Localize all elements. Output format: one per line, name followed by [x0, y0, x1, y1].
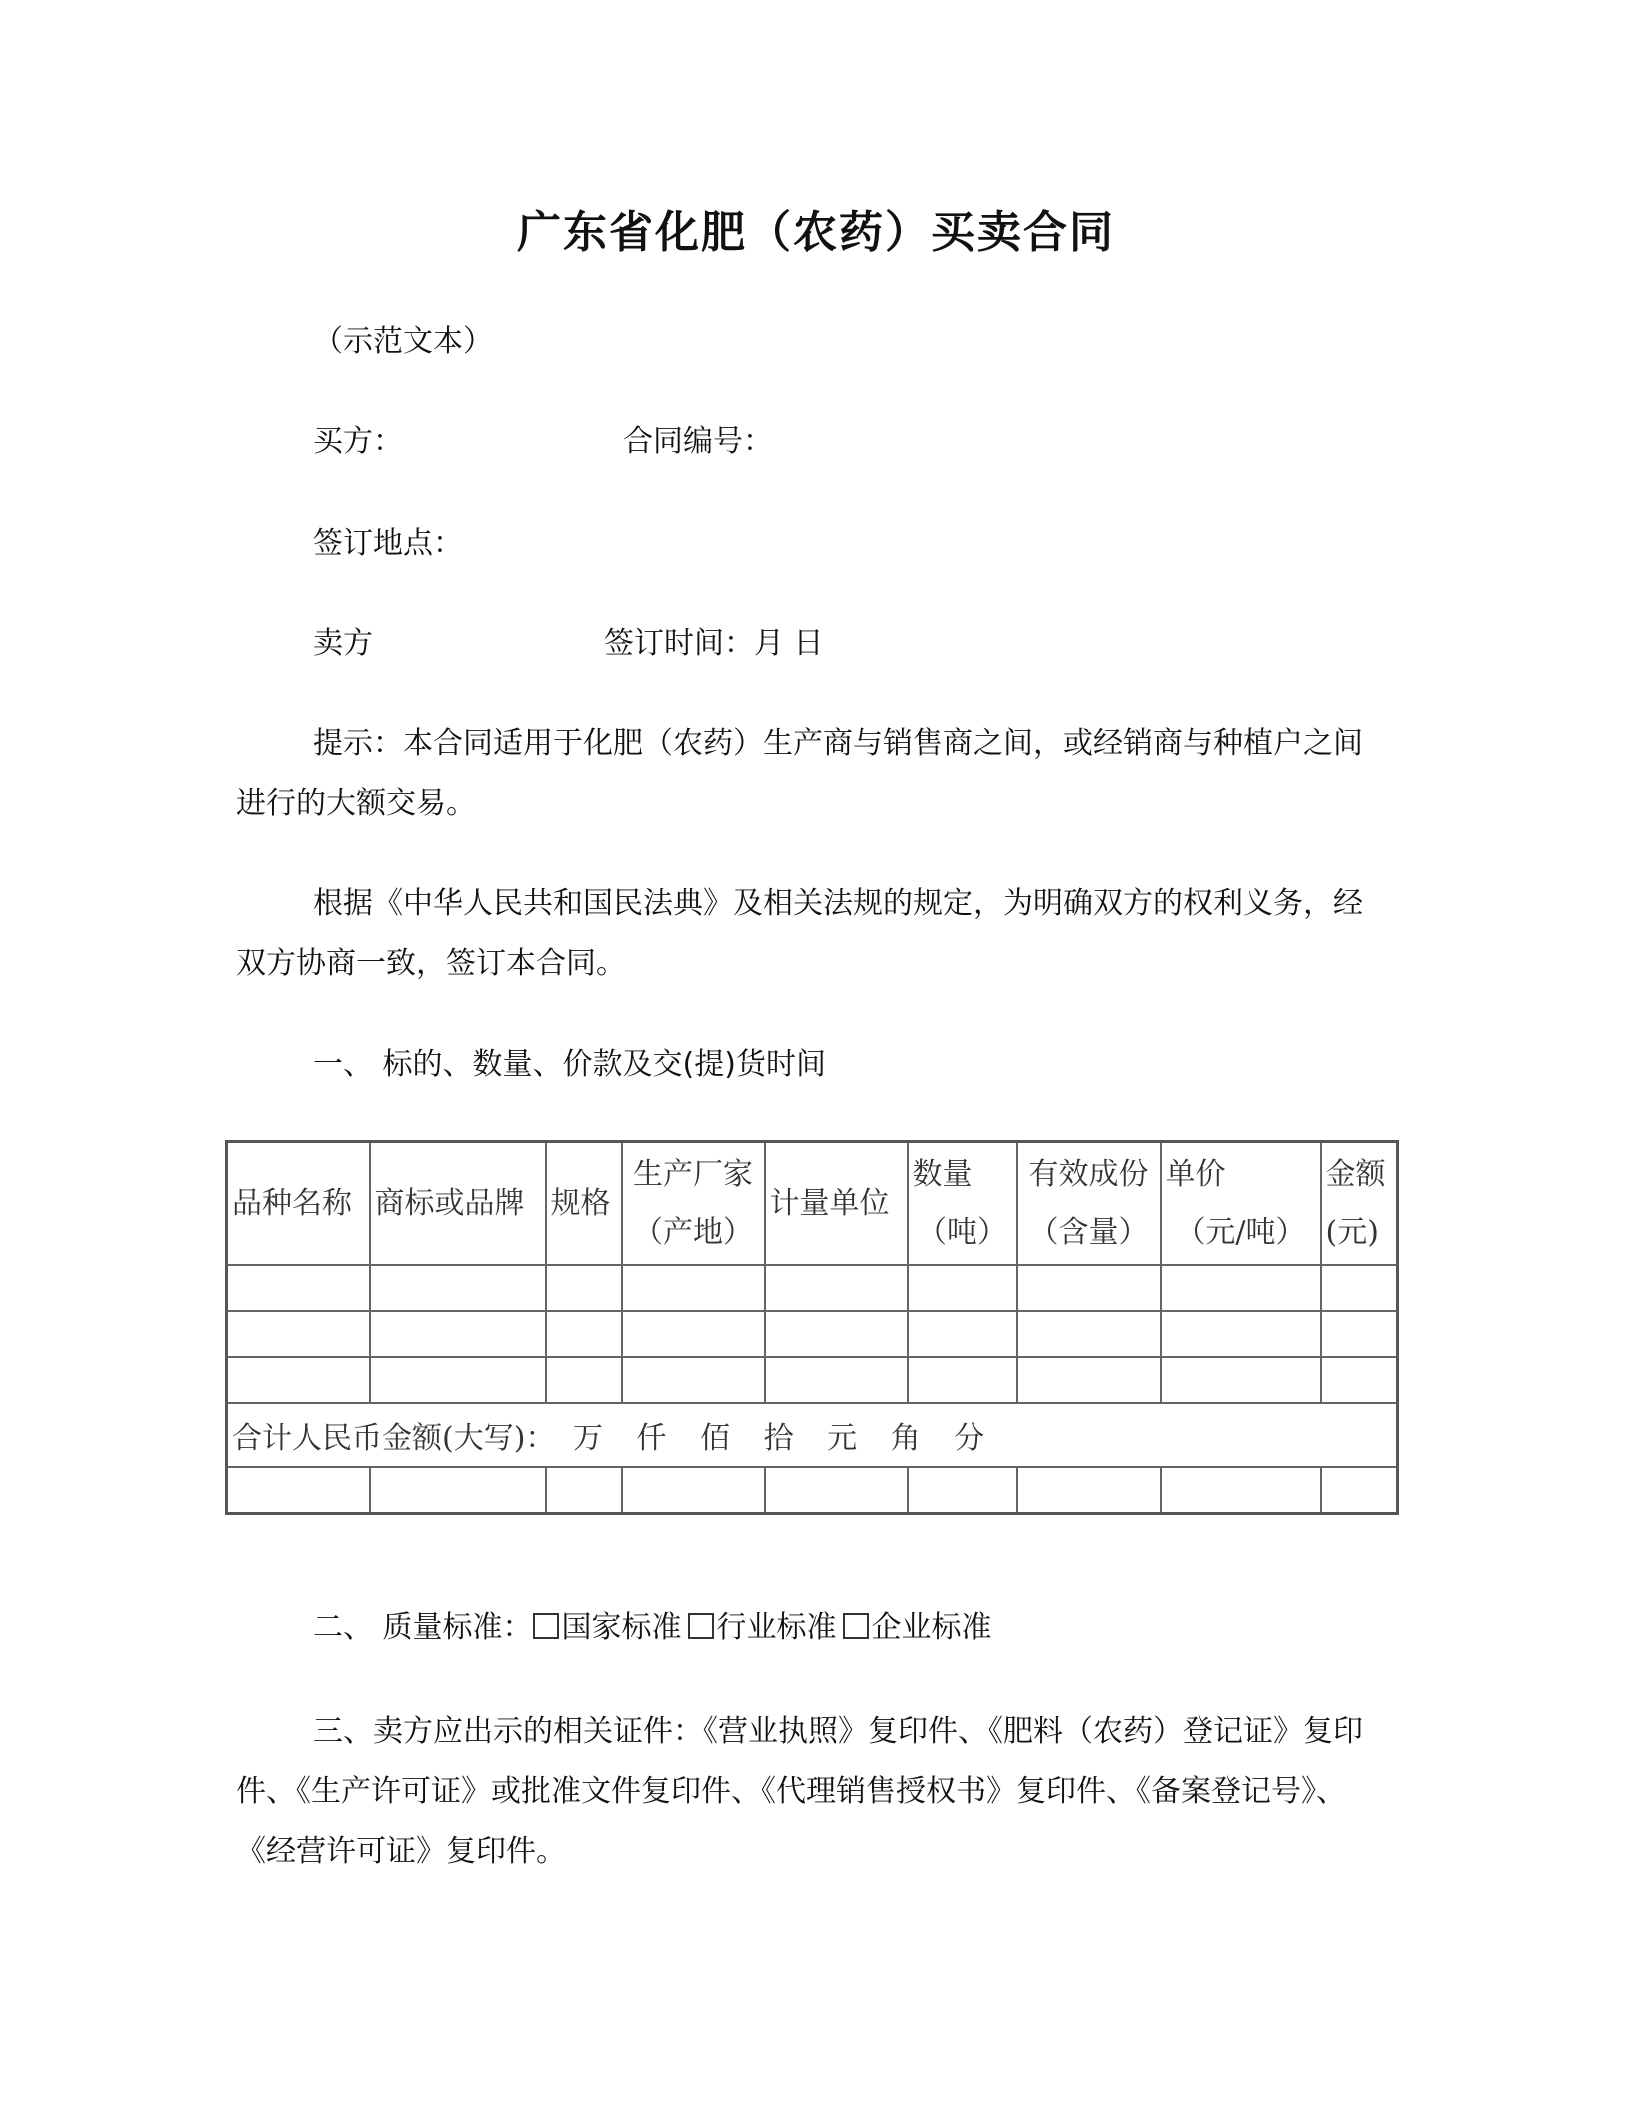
total-amount-row	[227, 1403, 1398, 1467]
table-header-row	[227, 1142, 1398, 1266]
header-spec: 规格	[546, 1142, 622, 1266]
option-industry-standard: 行业标准	[716, 1610, 837, 1645]
section-3-paragraph: 三、卖方应出示的相关证件：《营业执照》复印件、《肥料（农药）登记证》复印件、《生产许可证》或批准文件复印件、《代理销售授权书》复印件、《备案登记号》、《经营许可证》复印件。	[236, 1714, 1363, 1869]
header-manufacturer: 生产厂家 （产地）	[622, 1142, 765, 1266]
table-row	[227, 1311, 1398, 1357]
header-quantity: 数量 （吨）	[908, 1142, 1017, 1266]
checkbox-enterprise-standard[interactable]	[843, 1613, 869, 1639]
section-1-heading: 一、 标的、数量、价款及交(提)货时间	[313, 1047, 826, 1082]
header-amount: 金额 (元)	[1321, 1142, 1398, 1266]
seller-label: 卖方	[313, 626, 373, 661]
section-2-label: 二、 质量标准：	[313, 1610, 533, 1645]
checkbox-industry-standard[interactable]	[688, 1613, 714, 1639]
checkbox-national-standard[interactable]	[533, 1613, 559, 1639]
document-title: 广东省化肥（农药）买卖合同	[517, 207, 1115, 258]
hint-paragraph: 提示：本合同适用于化肥（农药）生产商与销售商之间，或经销商与种植户之间进行的大额交易。	[236, 726, 1363, 821]
header-active-ingredient: 有效成份 （含量）	[1017, 1142, 1161, 1266]
sign-time-label: 签订时间：月 日	[604, 626, 824, 661]
header-unit: 计量单位	[765, 1142, 908, 1266]
table-row	[227, 1265, 1398, 1311]
buyer-label: 买方：	[313, 424, 403, 459]
option-national-standard: 国家标准	[561, 1610, 682, 1645]
table-row	[227, 1467, 1398, 1514]
total-amount-cell	[227, 1403, 1398, 1467]
goods-table	[225, 1140, 1399, 1515]
table-row	[227, 1357, 1398, 1403]
total-amount-units: 万 仟 佰 拾 元 角 分	[572, 1421, 995, 1456]
total-amount-label: 合计人民币金额(大写)：	[232, 1421, 556, 1456]
basis-paragraph: 根据《中华人民共和国民法典》及相关法规的规定，为明确双方的权利义务，经双方协商一致，签订本合同。	[236, 886, 1363, 981]
header-unit-price: 单价 （元/吨）	[1161, 1142, 1321, 1266]
header-brand: 商标或品牌	[370, 1142, 546, 1266]
option-enterprise-standard: 企业标准	[871, 1610, 992, 1645]
place-label: 签订地点：	[313, 526, 463, 561]
header-variety-name: 品种名称	[227, 1142, 370, 1266]
subtitle: （示范文本）	[313, 324, 493, 359]
contract-no-label: 合同编号：	[623, 424, 773, 459]
section-2-quality	[313, 1610, 992, 1646]
